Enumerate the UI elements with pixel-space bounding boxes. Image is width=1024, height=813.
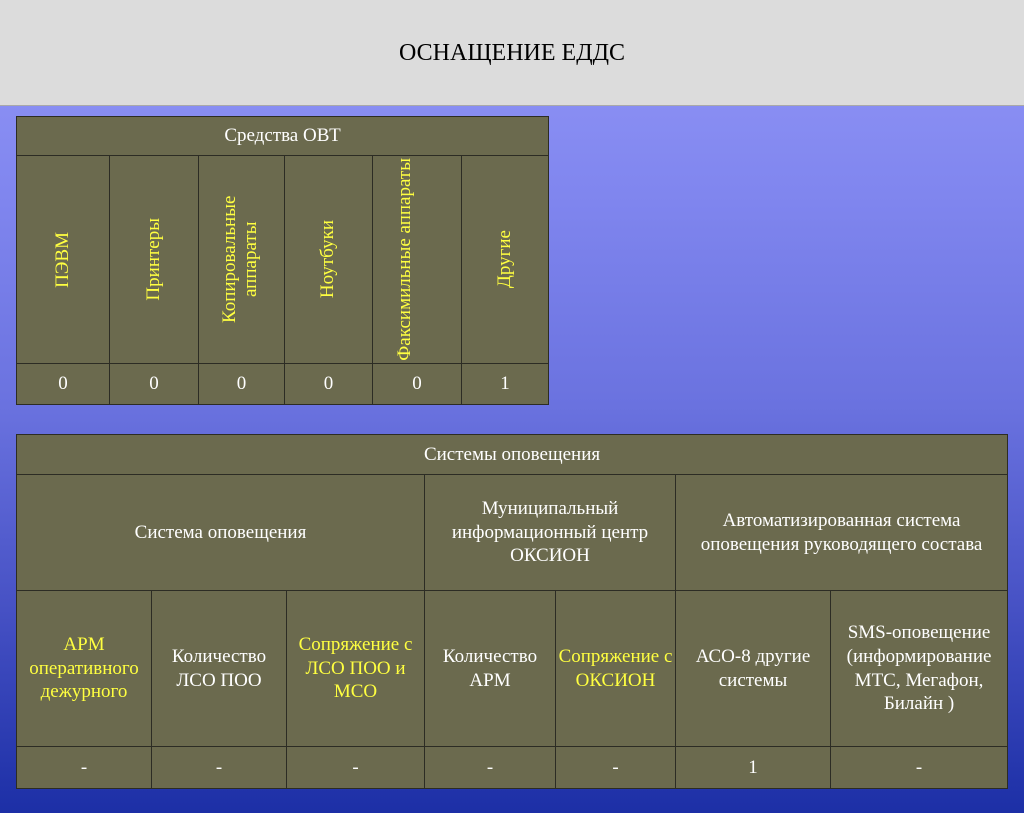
systems-col-header: АСО-8 другие системы <box>676 591 831 747</box>
page-title: ОСНАЩЕНИЕ ЕДДС <box>399 40 625 66</box>
ovt-header: Средства ОВТ <box>17 117 549 156</box>
ovt-col-header <box>462 156 549 364</box>
systems-col-header: SMS-оповещение (информирование МТС, Мегафон, Билайн ) <box>831 591 1008 747</box>
systems-value: - <box>287 747 425 789</box>
systems-value: - <box>152 747 287 789</box>
systems-col-header: Сопряжение с ОКСИОН <box>556 591 676 747</box>
systems-table <box>16 434 1008 789</box>
ovt-value: 0 <box>285 364 373 405</box>
systems-header: Системы оповещения <box>17 435 1008 475</box>
ovt-col-label: Ноутбуки <box>317 220 339 299</box>
ovt-table <box>16 116 549 405</box>
ovt-col-label: ПЭВМ <box>51 231 73 288</box>
ovt-col-label: Копировальные аппараты <box>218 195 261 324</box>
systems-col-header: Количество АРМ <box>425 591 556 747</box>
systems-col-header: Сопряжение с ЛСО ПОО и МСО <box>287 591 425 747</box>
systems-value: - <box>17 747 152 789</box>
ovt-value: 1 <box>462 364 549 405</box>
ovt-col-header <box>199 156 285 364</box>
ovt-col-header <box>285 156 373 364</box>
systems-col-header: АРМ оперативного дежурного <box>17 591 152 747</box>
ovt-col-header <box>110 156 199 364</box>
slide-header <box>0 0 1024 106</box>
ovt-col-header <box>373 156 462 364</box>
ovt-col-header <box>17 156 110 364</box>
ovt-value: 0 <box>373 364 462 405</box>
systems-group: Муниципальный информационный центр ОКСИОН <box>425 475 676 591</box>
systems-value: - <box>556 747 676 789</box>
ovt-value: 0 <box>110 364 199 405</box>
ovt-value: 0 <box>199 364 285 405</box>
systems-group: Система оповещения <box>17 475 425 591</box>
systems-value: - <box>831 747 1008 789</box>
ovt-col-label: Принтеры <box>142 218 164 301</box>
systems-col-header: Количество ЛСО ПОО <box>152 591 287 747</box>
systems-value: - <box>425 747 556 789</box>
ovt-value: 0 <box>17 364 110 405</box>
systems-group: Автоматизированная система оповещения руководящего состава <box>676 475 1008 591</box>
systems-value: 1 <box>676 747 831 789</box>
ovt-col-label: Другие <box>493 230 515 289</box>
ovt-col-label: Факсимильные аппараты <box>394 158 415 361</box>
